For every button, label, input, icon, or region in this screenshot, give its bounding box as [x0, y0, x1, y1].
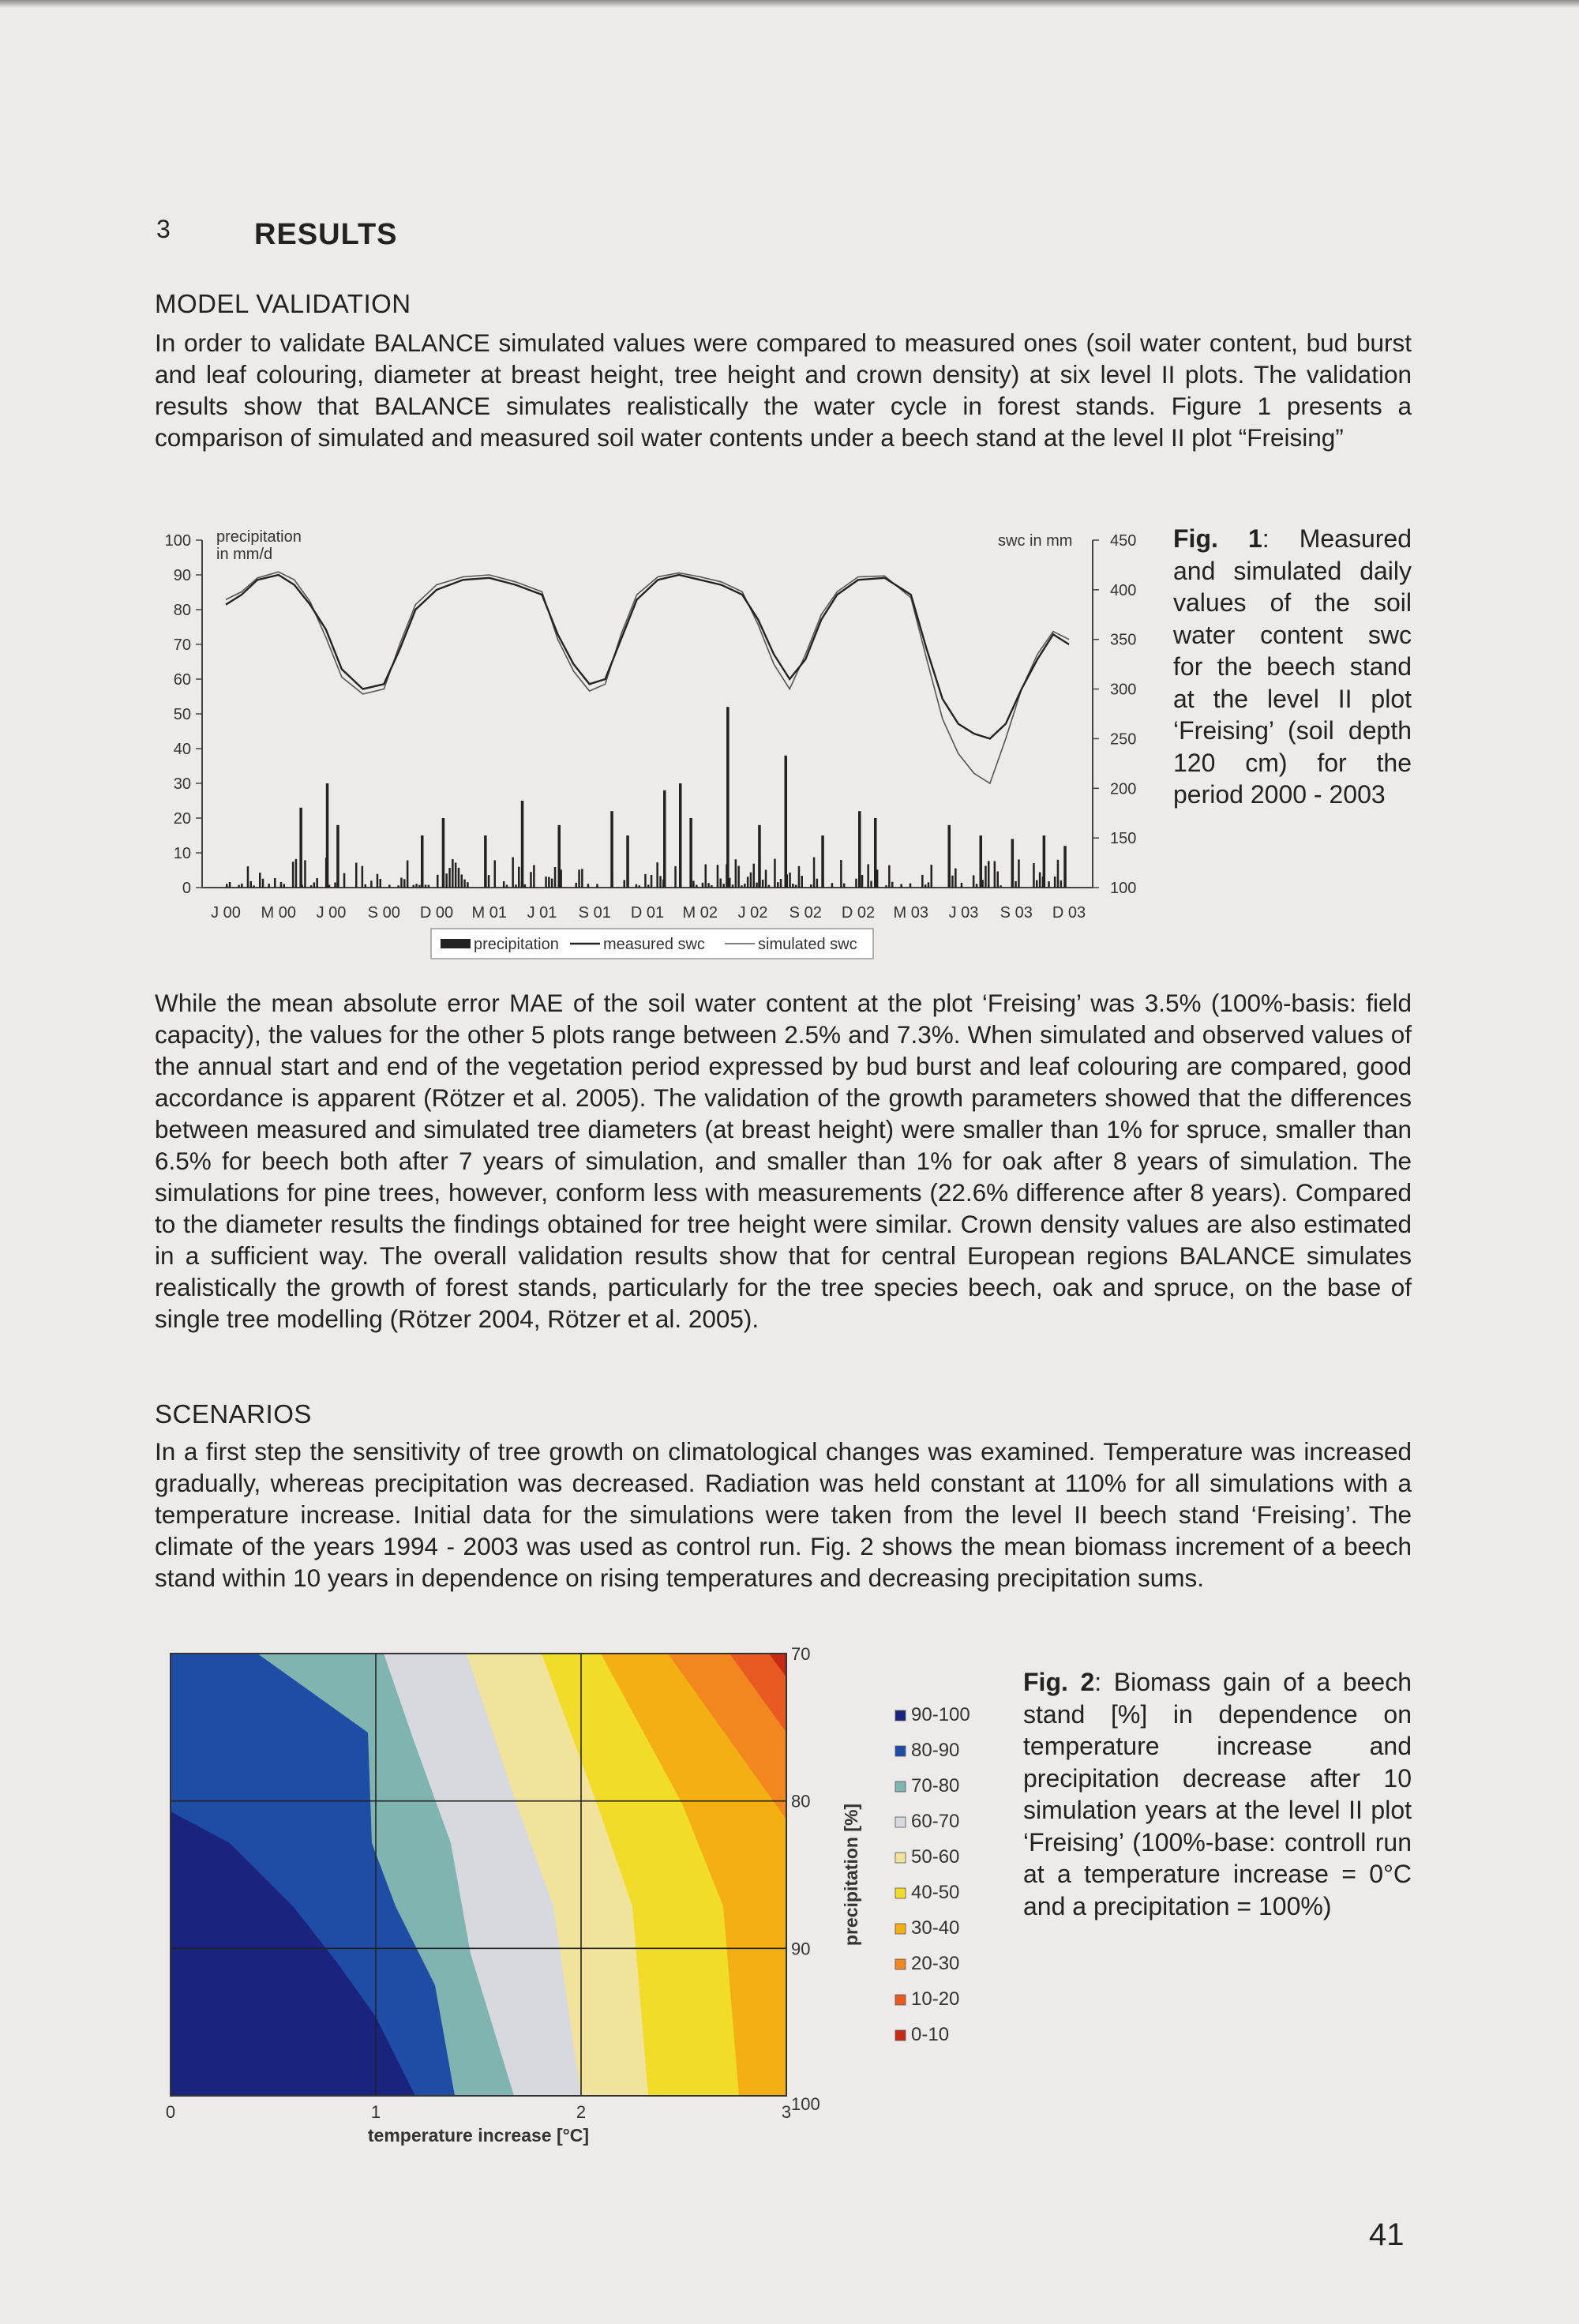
legend-swatch — [895, 1888, 906, 1898]
simulated-swc-line — [226, 572, 1069, 783]
precipitation-bar — [1063, 846, 1067, 888]
precipitation-bar — [980, 835, 983, 888]
precipitation-bar — [874, 818, 877, 888]
legend-swatch — [895, 1995, 906, 2005]
precipitation-bar — [626, 835, 629, 888]
y-tick-label: 90 — [791, 1939, 811, 1959]
precipitation-bar — [274, 878, 276, 888]
x-tick-label: 0 — [165, 2102, 176, 2122]
precipitation-bar — [948, 825, 951, 888]
precipitation-bar — [524, 884, 527, 888]
precipitation-bar — [997, 872, 1000, 888]
precipitation-bar — [756, 883, 758, 888]
x-axis-label: temperature increase [°C] — [367, 2125, 590, 2146]
precipitation-bar — [870, 881, 872, 888]
right-axis-label: swc in mm — [998, 532, 1073, 550]
precipitation-bar — [262, 879, 264, 888]
model-validation-paragraph: In order to validate BALANCE simulated values were compared to measured ones (soil water content, bud burst and leaf colouring, diameter at breast height, tree height and crown density) at six level II plots. The validation results show that BALANCE simulates realistically the water cycle in forest stands. Figure 1 presents a comparison of simulated and measured soil water contents under a beech stand at the level II plot “Freising” — [155, 329, 1412, 452]
precipitation-bar — [455, 863, 457, 888]
precipitation-bar — [576, 883, 578, 888]
precipitation-bar — [717, 865, 719, 888]
x-tick-label: J 01 — [527, 904, 557, 922]
precipitation-bar — [900, 884, 902, 888]
precipitation-bar — [795, 885, 797, 888]
left-tick-label: 100 — [164, 532, 191, 550]
precipitation-bar — [461, 875, 463, 888]
left-tick-label: 30 — [173, 775, 191, 793]
precipitation-bar — [484, 835, 487, 888]
precipitation-bar — [506, 885, 508, 888]
precipitation-bar — [722, 884, 725, 888]
precipitation-bar — [692, 880, 695, 888]
x-axis-tick-labels — [166, 2102, 791, 2122]
precipitation-bar — [226, 884, 228, 888]
x-tick-label: S 00 — [367, 904, 400, 922]
legend-label: 30-40 — [911, 1917, 960, 1939]
precipitation-bar — [768, 885, 771, 888]
y-tick-label: 100 — [791, 2094, 820, 2114]
precipitation-bar — [313, 882, 316, 888]
precipitation-bar — [951, 876, 954, 888]
precipitation-bar — [413, 885, 415, 888]
precipitation-bar — [765, 869, 767, 888]
right-tick-label: 450 — [1110, 532, 1137, 550]
precipitation-bar — [448, 868, 451, 888]
precipitation-bar — [316, 878, 318, 888]
precipitation-bar — [861, 875, 864, 888]
x-tick-label: D 01 — [630, 904, 665, 922]
precipitation-bar — [792, 884, 794, 888]
precipitation-bar — [885, 885, 887, 888]
precipitation-bar — [310, 885, 313, 888]
legend-swatch — [895, 1710, 906, 1721]
precipitation-bar — [229, 882, 231, 888]
validation-results-paragraph: While the mean absolute error MAE of the soil water content at the plot ‘Freising’ was 3.5% (100%-basis: field capacity), the values for the other 5 plots range between 2.5% and 7.3%. When simulated and observed values of the annual start and end of the vegetation period expressed by bud burst and leaf colouring are compared, good accordance is apparent (Rötzer et al. 2005). The validation of the growth parameters showed that the differences between measured and simulated tree diameters (at breast height) were smaller than 1% for spruce, smaller than 6.5% for beech both after 7 years of simulation, and smaller than 1% for oak after 8 years of simulation. The simulations for pine trees, however, conform less with measurements (22.6% difference after 8 years). Compared to the diameter results the findings obtained for tree height were similar. Crown density values are also estimated in a sufficient way. The overall validation results show that for central European regions BALANCE simulates realistically the growth of forest stands, particularly for the tree species beech, oak and spruce, on the base of single tree modelling (Rötzer 2004, Rötzer et al. 2005). — [155, 989, 1412, 1333]
precipitation-bar — [551, 879, 553, 888]
precipitation-bar — [840, 860, 842, 888]
precipitation-bar — [512, 858, 514, 888]
legend-simulated-swc: simulated swc — [758, 936, 857, 953]
model-validation-heading: MODEL VALIDATION — [155, 289, 411, 318]
precipitation-bar — [726, 707, 729, 888]
legend-label: 10-20 — [911, 1988, 960, 2010]
precipitation-bar — [259, 873, 261, 888]
right-tick-label: 250 — [1110, 730, 1137, 749]
right-tick-label: 350 — [1110, 631, 1137, 649]
precipitation-bar — [247, 866, 249, 888]
precipitation-bar — [780, 879, 782, 888]
precipitation-bar — [1018, 859, 1020, 888]
right-tick-label: 100 — [1110, 880, 1137, 897]
precipitation-bar — [1057, 860, 1060, 888]
precipitation-bar — [702, 883, 704, 888]
right-tick-label: 150 — [1110, 830, 1137, 848]
precipitation-bar — [744, 884, 746, 888]
precipitation-bar — [753, 864, 756, 888]
precipitation-bar — [888, 865, 891, 888]
precipitation-bar — [530, 872, 532, 888]
precipitation-bar — [1054, 877, 1056, 888]
precipitation-bar — [810, 884, 812, 888]
precipitation-bar — [295, 859, 298, 888]
precipitation-bar — [679, 783, 682, 888]
x-tick-label: J 00 — [316, 904, 347, 922]
x-tick-label: D 00 — [419, 904, 454, 922]
precipitation-bar — [515, 884, 517, 888]
left-tick-label: 80 — [173, 602, 191, 619]
scenarios-paragraph: In a first step the sensitivity of tree growth on climatological changes was examined. Temperature was increased gradually, whereas precipitation was decreased. Radiation was held constant at 110% for all simulations with a temperature increase. Initial data for the simulations were taken from the level II beech stand ‘Freising’. The climate of the years 1994 - 2003 was used as control run. Fig. 2 shows the mean biomass increment of a beech stand within 10 years in dependence on rising temperatures and decreasing precipitation sums. — [155, 1437, 1412, 1592]
precipitation-bar — [931, 865, 933, 888]
precipitation-bar — [758, 825, 761, 888]
precipitation-bar — [283, 884, 286, 888]
figure-2-caption-text: : Biomass gain of a beech stand [%] in dependence on temperature increase and precipitation decrease after 10 simulation years at the level II plot ‘Freising’ (100%-base: controll run at a temperature increase = 0°C and a precipitation = 100%) — [1023, 1668, 1412, 1920]
precipitation-bar — [334, 883, 336, 888]
precipitation-bar — [421, 835, 424, 888]
precipitation-bar — [855, 879, 857, 888]
y-tick-label: 70 — [791, 1644, 811, 1664]
legend-label: 90-100 — [911, 1704, 970, 1725]
precipitation-bar — [370, 880, 373, 888]
precipitation-bar — [994, 862, 996, 888]
legend-swatch — [895, 1853, 906, 1863]
right-tick-label: 200 — [1110, 780, 1137, 798]
figure-2-chart — [155, 1646, 976, 2159]
precipitation-bar — [299, 808, 302, 888]
precipitation-bar — [521, 801, 524, 888]
precipitation-bar — [976, 884, 978, 888]
precipitation-bar — [689, 818, 692, 888]
precipitation-bar — [428, 885, 430, 888]
x-tick-label: J 03 — [948, 904, 979, 922]
precipitation-bar — [558, 825, 561, 888]
x-tick-label: M 00 — [261, 904, 296, 922]
y-axis-tick-labels — [791, 1644, 820, 2114]
precipitation-bar — [548, 877, 550, 888]
x-tick-label: 3 — [781, 2102, 792, 2122]
precipitation-bar — [463, 880, 466, 888]
scenarios-heading: SCENARIOS — [155, 1399, 312, 1429]
x-tick-label: S 02 — [789, 904, 822, 922]
figure-2-caption — [1023, 1666, 1412, 1922]
precipitation-bar — [647, 884, 650, 888]
precipitation-bar — [610, 811, 613, 888]
precipitation-bar — [397, 885, 399, 888]
figure-1-caption-text: : Measured and simulated daily values of the soil water content swc for the beech stand at the level II plot ‘Freising’ (soil depth 120 cm) for the period 2000 - 2003 — [1173, 524, 1412, 809]
section-number: 3 — [156, 215, 171, 243]
precipitation-bar — [774, 859, 776, 888]
y-tick-label: 80 — [791, 1791, 811, 1812]
x-tick-label: 2 — [576, 2102, 587, 2122]
right-tick-label: 400 — [1110, 581, 1137, 599]
legend-label: 80-90 — [911, 1740, 960, 1761]
x-tick-label: S 03 — [1000, 904, 1033, 922]
precipitation-bar — [720, 879, 722, 888]
precipitation-bar — [747, 877, 749, 888]
precipitation-bar — [985, 865, 987, 888]
precipitation-bar — [458, 868, 460, 888]
precipitation-bar — [494, 860, 497, 888]
x-tick-label: J 02 — [737, 904, 768, 922]
precipitation-bar — [696, 885, 698, 888]
precipitation-bar — [813, 858, 816, 888]
legend-label: 60-70 — [911, 1811, 960, 1832]
precipitation-bar — [961, 883, 963, 888]
precipitation-bar — [1000, 885, 1002, 888]
left-tick-label: 60 — [173, 671, 191, 689]
precipitation-bar — [656, 862, 658, 888]
precipitation-bar — [452, 859, 454, 888]
precipitation-bar — [503, 881, 505, 888]
precipitation-bar — [407, 861, 409, 888]
y-axis-label: precipitation [%] — [841, 1803, 861, 1947]
precipitation-bar — [735, 859, 737, 888]
precipitation-bar — [955, 869, 957, 888]
precipitation-bar — [533, 865, 535, 888]
precipitation-bar — [843, 884, 846, 888]
precipitation-bar — [624, 880, 626, 888]
precipitation-bar — [380, 879, 382, 888]
precipitation-bar — [798, 866, 801, 888]
legend-swatch — [895, 1924, 906, 1934]
precipitation-bar — [1011, 839, 1015, 888]
precipitation-bar — [925, 884, 927, 888]
heatmap-bands — [171, 1654, 786, 2096]
figure-1-legend — [431, 929, 873, 959]
left-tick-label: 70 — [173, 636, 191, 654]
precipitation-bar — [636, 884, 638, 888]
precipitation-bar — [705, 865, 707, 888]
precipitation-bar — [1043, 835, 1046, 888]
page-top-edge — [0, 0, 1579, 8]
x-tick-label: J 00 — [211, 904, 241, 922]
precipitation-bar — [737, 866, 740, 888]
precipitation-bar — [442, 818, 445, 888]
precipitation-bar — [425, 884, 427, 888]
legend-precipitation: precipitation — [474, 936, 559, 953]
precipitation-bar — [250, 881, 253, 888]
precipitation-bar — [711, 885, 713, 888]
precipitation-bar — [762, 880, 764, 888]
precipitation-bar — [545, 877, 547, 888]
precipitation-bar — [659, 876, 662, 888]
legend-label: 20-30 — [911, 1953, 960, 1974]
precipitation-bar — [910, 884, 912, 888]
precipitation-bar — [801, 876, 804, 888]
legend-label: 50-60 — [911, 1846, 960, 1868]
left-axis-ticks — [165, 532, 202, 897]
precipitation-bar — [418, 885, 421, 888]
left-tick-label: 0 — [182, 880, 191, 897]
precipitation-bar — [831, 883, 834, 888]
precipitation-bar — [741, 885, 743, 888]
x-axis-labels — [211, 904, 1086, 922]
precipitation-bar — [518, 867, 520, 888]
x-tick-label: D 03 — [1052, 904, 1086, 922]
legend-label: 40-50 — [911, 1882, 960, 1903]
precipitation-bar — [644, 874, 647, 888]
left-axis-label-line1: precipitation — [216, 528, 302, 546]
precipitation-bar — [241, 884, 243, 888]
precipitation-bar — [973, 875, 975, 888]
legend-label: 0-10 — [911, 2024, 950, 2045]
section-title: RESULTS — [254, 218, 398, 251]
precipitation-bar — [639, 885, 641, 888]
heatmap-legend — [895, 1704, 970, 2045]
left-tick-label: 40 — [173, 741, 191, 758]
figure-1-chart — [155, 524, 1137, 971]
measured-swc-line — [226, 575, 1069, 738]
precipitation-bar — [1036, 880, 1038, 888]
precipitation-bar — [326, 783, 329, 888]
precipitation-bar — [785, 756, 788, 888]
precipitation-bar — [268, 884, 270, 888]
precipitation-bar — [596, 884, 598, 888]
precipitation-bar — [674, 866, 677, 888]
left-axis-label-line2: in mm/d — [216, 546, 273, 563]
precipitation-bar — [821, 835, 824, 888]
precipitation-bar — [732, 884, 734, 888]
precipitation-bar — [988, 861, 990, 888]
left-tick-label: 50 — [173, 706, 191, 723]
precipitation-bar — [403, 879, 406, 888]
precipitation-bar — [750, 873, 752, 888]
precipitation-bar — [355, 863, 358, 888]
x-tick-label: S 01 — [578, 904, 611, 922]
legend-measured-swc: measured swc — [603, 936, 705, 953]
precipitation-bar — [891, 882, 894, 888]
precipitation-bar — [280, 882, 283, 888]
precipitation-bar — [415, 884, 418, 888]
precipitation-bar — [651, 875, 653, 888]
precipitation-bar — [1039, 873, 1041, 888]
legend-label: 70-80 — [911, 1775, 960, 1797]
x-tick-label: 1 — [370, 2102, 381, 2122]
precipitation-bar — [292, 862, 294, 888]
figure-1-caption-label: Fig. 1 — [1173, 524, 1262, 553]
x-tick-label: M 01 — [471, 904, 507, 922]
precipitation-bar — [777, 882, 779, 888]
precipitation-bar — [816, 879, 819, 888]
left-tick-label: 90 — [173, 567, 191, 584]
x-tick-label: M 02 — [682, 904, 718, 922]
precipitation-bar — [445, 873, 448, 888]
precipitation-bar — [554, 867, 557, 888]
precipitation-bar — [488, 875, 490, 888]
precipitation-bars — [226, 707, 1067, 888]
left-tick-label: 10 — [173, 845, 191, 862]
precipitation-bar — [707, 883, 710, 888]
legend-swatch — [895, 1746, 906, 1756]
precipitation-bar — [1015, 881, 1017, 888]
precipitation-bar — [365, 884, 367, 888]
precipitation-bar — [467, 882, 469, 888]
precipitation-bar — [400, 878, 403, 888]
precipitation-bar — [336, 825, 339, 888]
precipitation-bar — [789, 873, 791, 888]
precipitation-bar — [388, 884, 391, 888]
precipitation-bar — [1048, 881, 1050, 888]
precipitation-bar — [362, 866, 364, 888]
page-number: 41 — [1369, 2217, 1405, 2252]
legend-swatch — [895, 1959, 906, 1969]
precipitation-bar — [921, 875, 924, 888]
legend-swatch — [895, 1781, 906, 1792]
right-axis-ticks — [1093, 532, 1136, 897]
figure-2-caption-label: Fig. 2 — [1023, 1668, 1095, 1696]
x-tick-label: M 03 — [893, 904, 928, 922]
precipitation-bar — [343, 873, 346, 888]
precipitation-bar — [578, 869, 580, 888]
precipitation-bar — [587, 884, 590, 888]
legend-swatch — [895, 1817, 906, 1827]
precipitation-bar — [663, 790, 666, 888]
precipitation-bar — [253, 885, 255, 888]
precipitation-bar — [858, 811, 861, 888]
right-tick-label: 300 — [1110, 681, 1137, 699]
precipitation-bar — [581, 869, 583, 888]
precipitation-bar — [238, 885, 240, 888]
precipitation-bar — [1060, 880, 1063, 888]
precipitation-bar — [304, 860, 306, 888]
precipitation-bar — [867, 864, 869, 888]
figure-1-caption — [1173, 523, 1412, 811]
precipitation-bar — [377, 874, 379, 888]
precipitation-bar — [1033, 863, 1035, 888]
x-tick-label: D 02 — [841, 904, 876, 922]
left-tick-label: 20 — [173, 810, 191, 828]
precipitation-bar — [928, 882, 930, 888]
precipitation-bar — [437, 875, 439, 888]
legend-swatch — [895, 2030, 906, 2041]
